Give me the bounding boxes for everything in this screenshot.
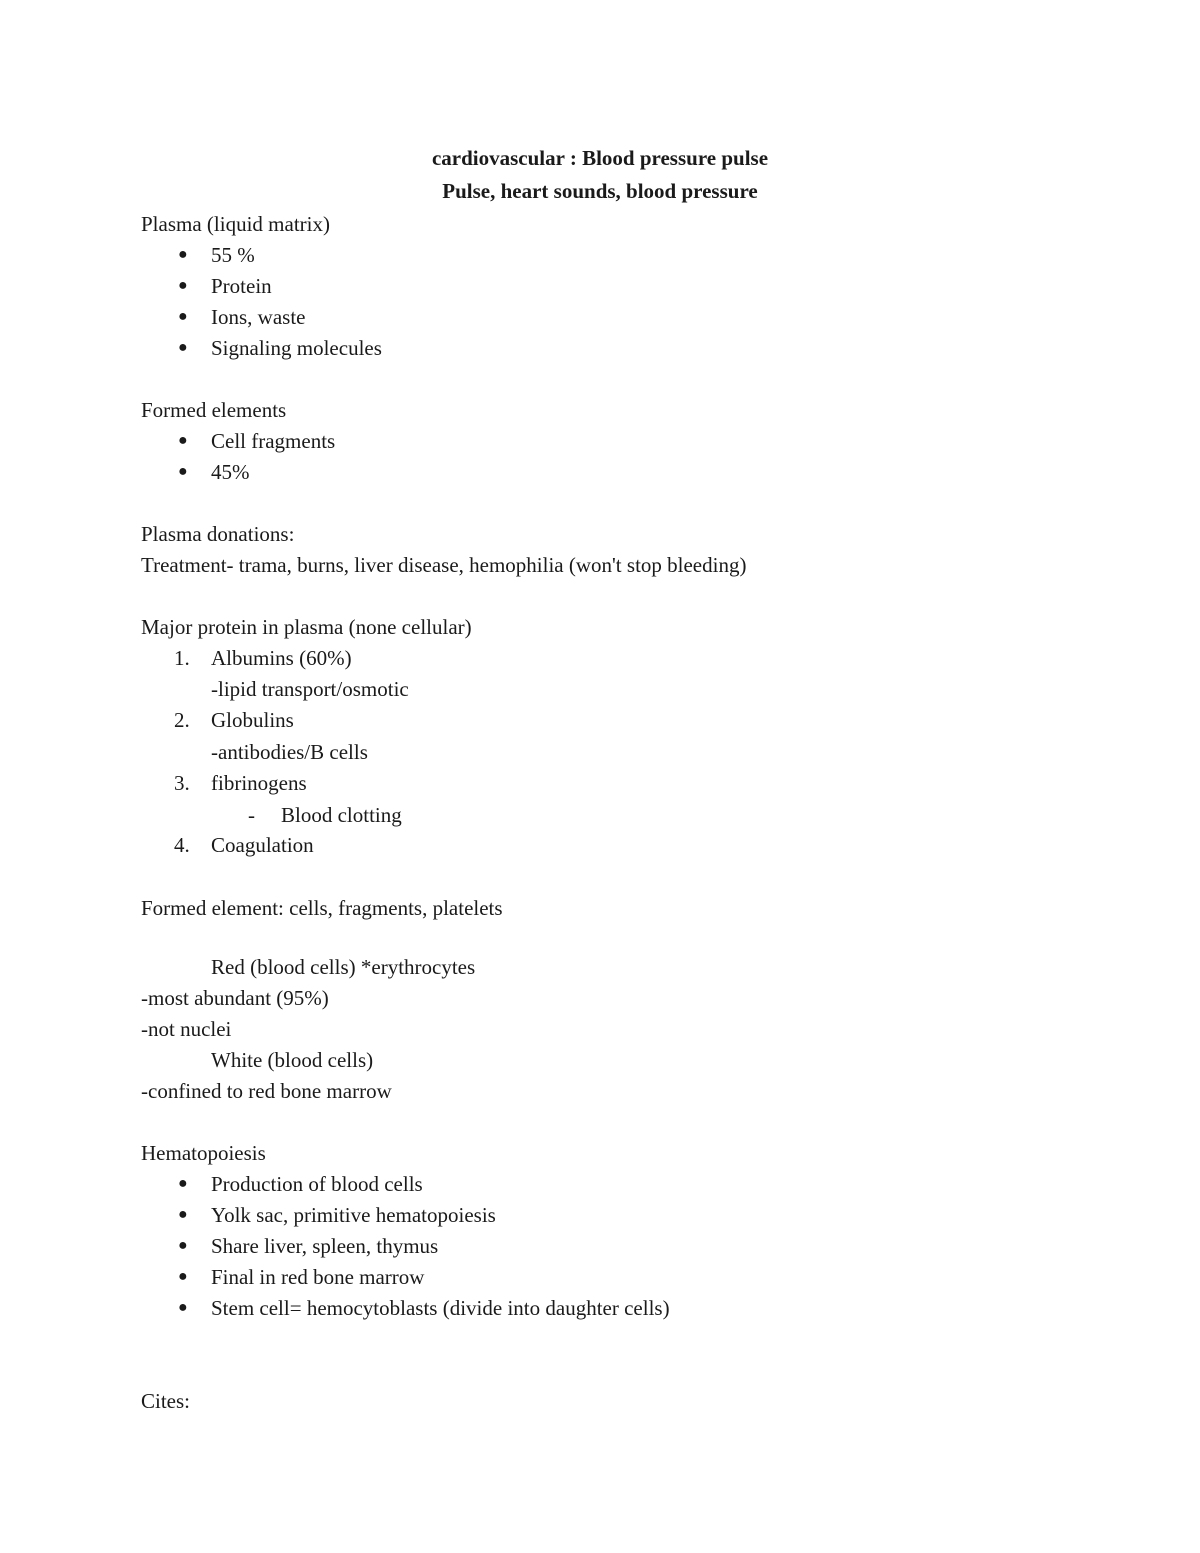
bullet-icon: ● — [178, 246, 188, 263]
red-cells-note: -not nuclei — [141, 1017, 232, 1041]
list-item: Production of blood cells — [211, 1172, 423, 1196]
major-protein-heading: Major protein in plasma (none cellular) — [141, 615, 472, 639]
list-number: 3. — [174, 771, 190, 795]
plasma-donations-heading: Plasma donations: — [141, 522, 295, 546]
bullet-icon: ● — [178, 277, 188, 294]
bullet-icon: ● — [178, 432, 188, 449]
treatment-text: Treatment- trama, burns, liver disease, hemophilia (won't stop bleeding) — [141, 553, 747, 577]
list-number: 1. — [174, 646, 190, 670]
list-item: Share liver, spleen, thymus — [211, 1234, 439, 1258]
list-item-note: -lipid transport/osmotic — [211, 677, 409, 701]
hematopoiesis-heading: Hematopoiesis — [141, 1141, 266, 1165]
list-number: 2. — [174, 708, 190, 732]
list-item: Coagulation — [211, 833, 314, 857]
list-item: Stem cell= hemocytoblasts (divide into daughter cells) — [211, 1296, 670, 1320]
list-item: Albumins (60%) — [211, 646, 352, 670]
bullet-icon: ● — [178, 463, 188, 480]
bullet-icon: ● — [178, 308, 188, 325]
list-item: fibrinogens — [211, 771, 307, 795]
white-cells-note: -confined to red bone marrow — [141, 1079, 392, 1103]
list-item: Globulins — [211, 708, 294, 732]
red-cells-note: -most abundant (95%) — [141, 986, 329, 1010]
bullet-icon: ● — [178, 339, 188, 356]
list-item: Final in red bone marrow — [211, 1265, 425, 1289]
plasma-heading: Plasma (liquid matrix) — [141, 212, 330, 236]
bullet-icon: ● — [178, 1268, 188, 1285]
list-item: 55 % — [211, 243, 255, 267]
bullet-icon: ● — [178, 1175, 188, 1192]
formed-element-heading: Formed element: cells, fragments, platelets — [141, 896, 503, 920]
list-item: Yolk sac, primitive hematopoiesis — [211, 1203, 496, 1227]
list-number: 4. — [174, 833, 190, 857]
list-item: Ions, waste — [211, 305, 306, 329]
list-item: Cell fragments — [211, 429, 336, 453]
document-title: cardiovascular : Blood pressure pulse — [431, 146, 769, 170]
cites-label: Cites: — [141, 1389, 191, 1413]
list-item: Protein — [211, 274, 272, 298]
bullet-icon: ● — [178, 1237, 188, 1254]
bullet-icon: ● — [178, 1206, 188, 1223]
list-item: Signaling molecules — [211, 336, 382, 360]
list-item: 45% — [211, 460, 250, 484]
formed-elements-heading: Formed elements — [141, 398, 287, 422]
document-subtitle: Pulse, heart sounds, blood pressure — [442, 179, 758, 203]
red-cells-line: Red (blood cells) *erythrocytes — [211, 955, 476, 979]
bullet-icon: ● — [178, 1299, 188, 1316]
list-item-note: -antibodies/B cells — [211, 740, 368, 764]
white-cells-line: White (blood cells) — [211, 1048, 374, 1072]
dash-marker: - — [248, 803, 255, 827]
sub-list-item: Blood clotting — [281, 803, 402, 827]
